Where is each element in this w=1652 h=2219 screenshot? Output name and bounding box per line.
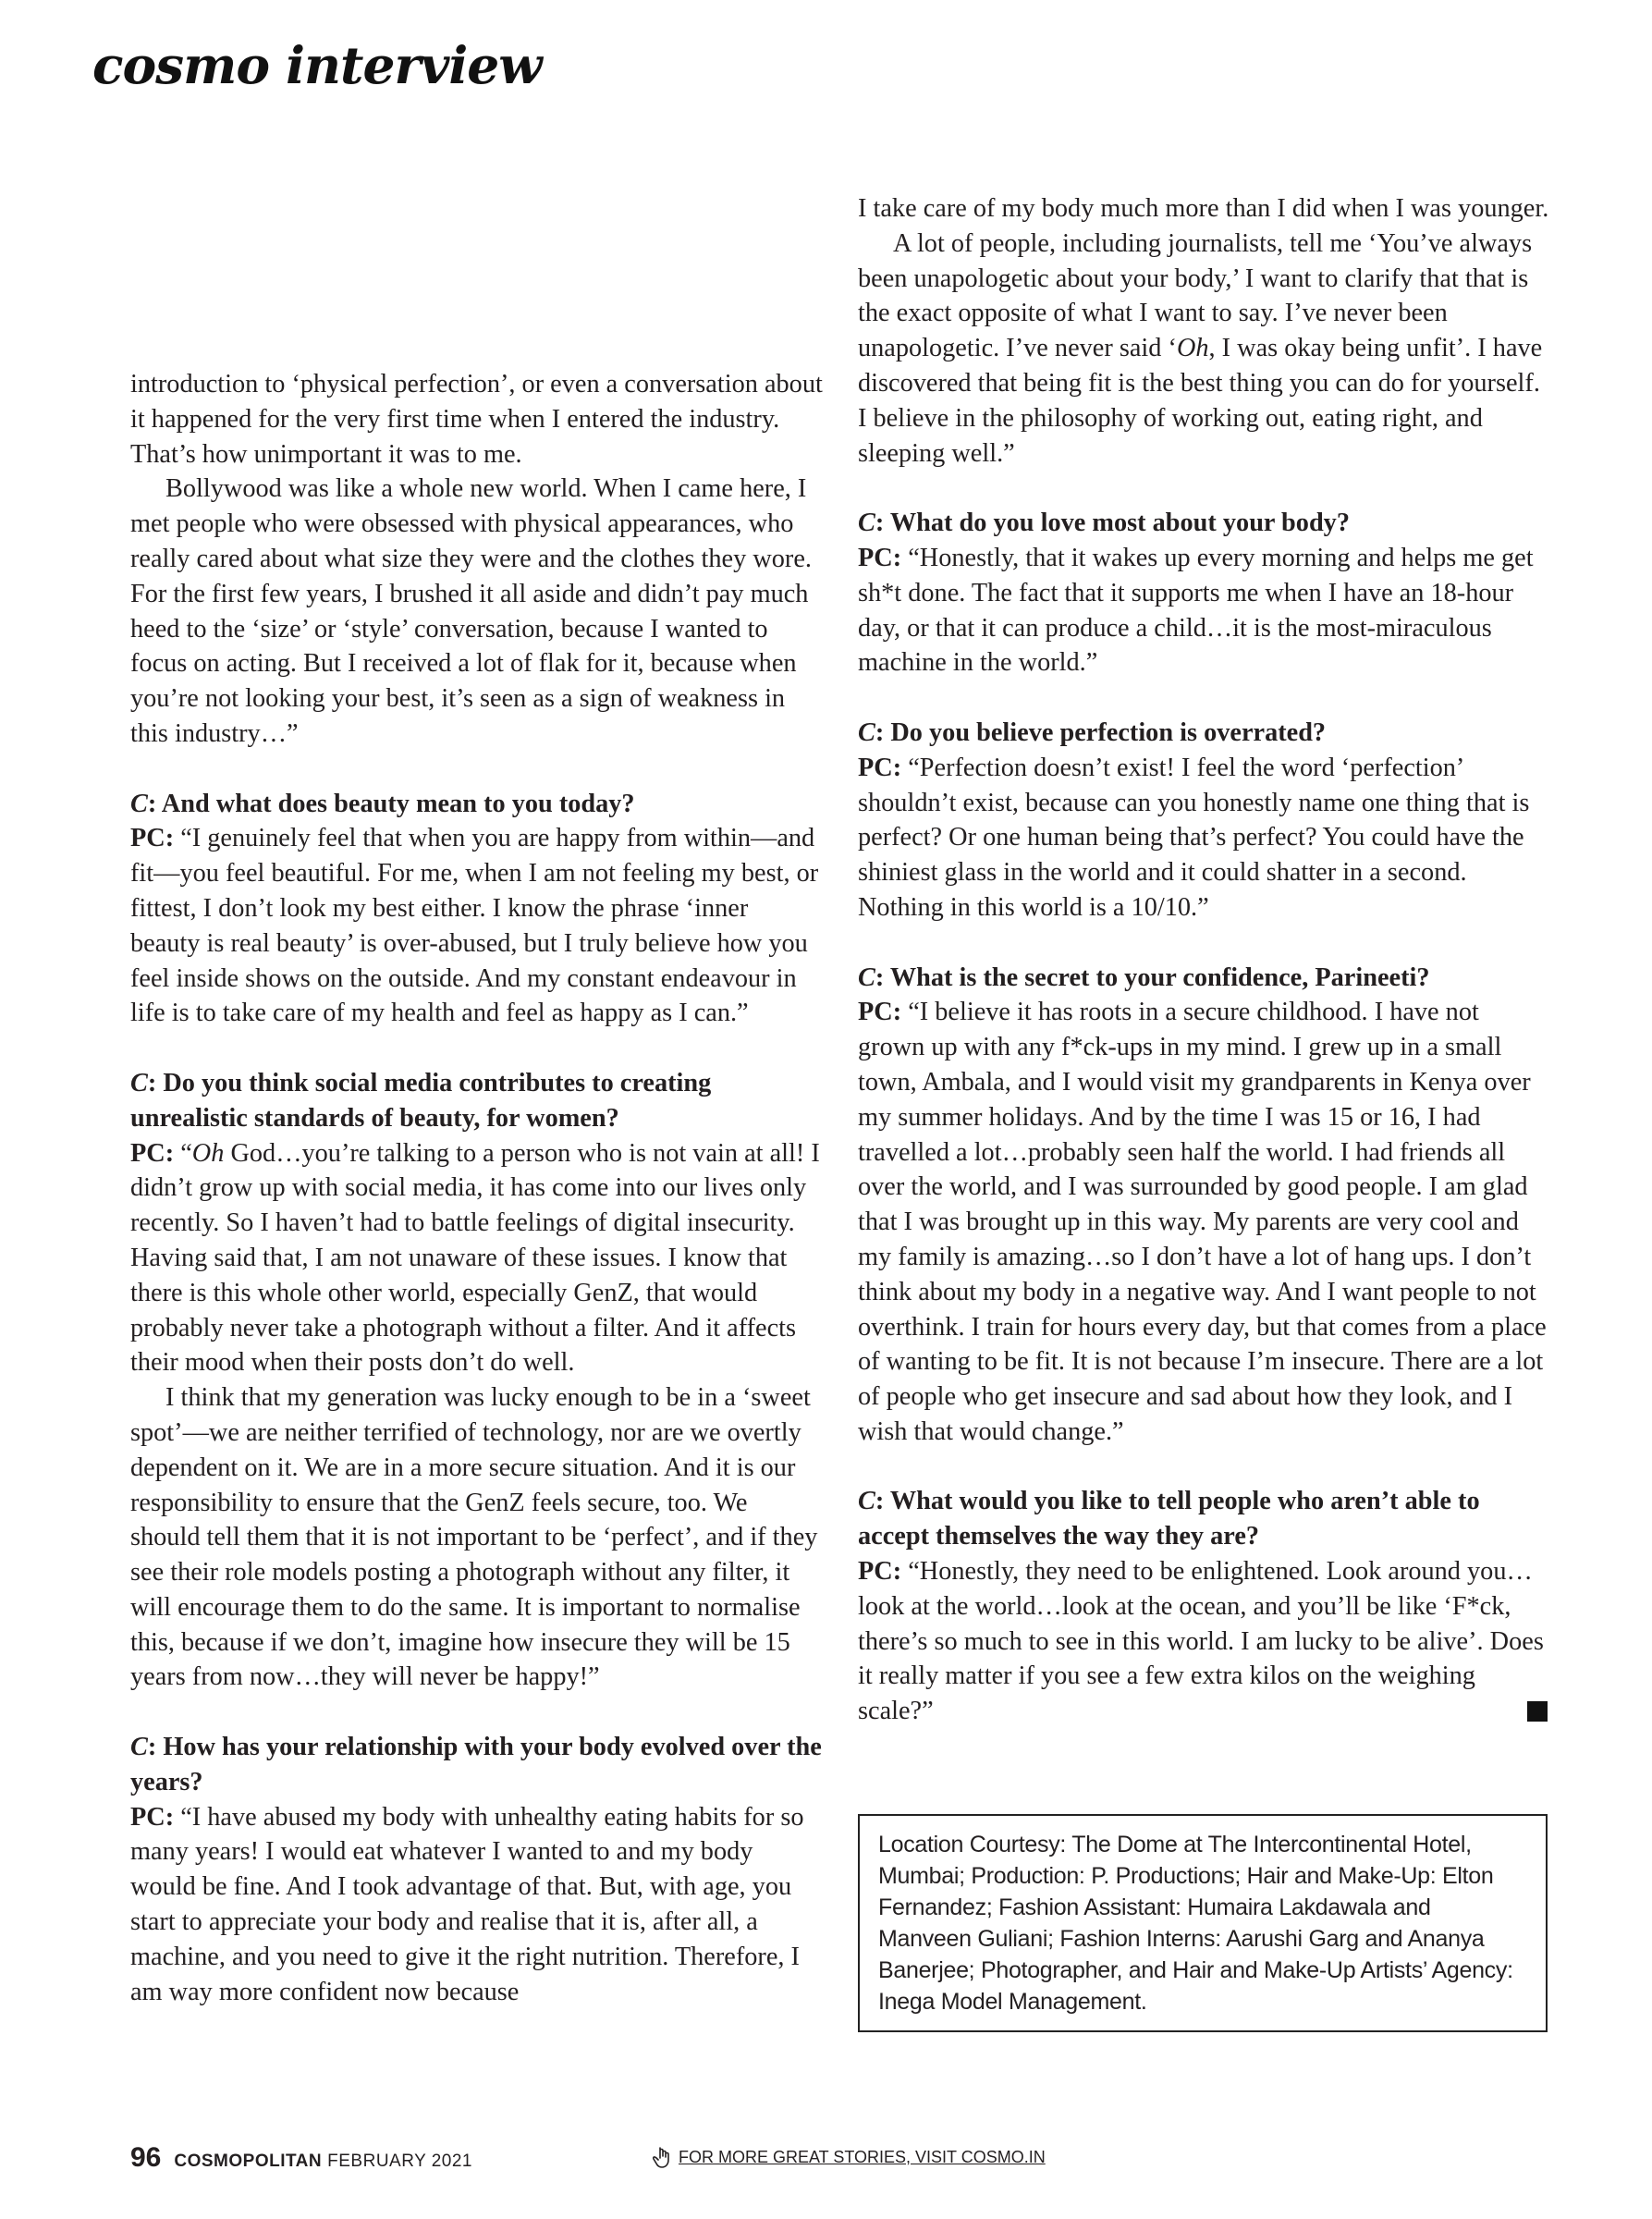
issue-date: FEBRUARY 2021 (327, 2152, 472, 2171)
text-run: : What do you love most about your body? (875, 509, 1350, 538)
website-link[interactable] (653, 2146, 1046, 2168)
text-run: : How has your relationship with your body evolved over the years? (130, 1733, 822, 1796)
text-run: Bollywood was like a whole new world. When I came here, I met people who were obsessed with physical appearances, who really cared about what size they were and the clothes they wore. For the first few years, I brushed it all aside and didn’t pay much heed to the ‘size’ or ‘style’ conversation, because I wanted to focus on acting. But I received a lot of flak for it, because when you’re not looking your best, it’s seen as a sign of weakness in this industry…” (130, 474, 812, 748)
text-run: “I genuinely feel that when you are happy from within—and fit—you feel beautiful. For me, when I am not feeling my best, or fittest, I don’t look my best either. I know the phrase ‘inner beauty is real beauty’ is over-abused, but I truly believe how you feel inside shows on the outside. And my constant endeavour in life is to take care of my health and feel as happy as I can.” (130, 824, 819, 1028)
interview-answer (130, 1800, 824, 2010)
pointing-hand-icon (653, 2146, 673, 2168)
speaker-label: PC: (858, 753, 902, 782)
interview-question (130, 787, 824, 822)
interview-answer (130, 1136, 824, 1381)
text-run: “Honestly, they need to be enlightened. Look around you…look at the world…look at the ocean, and you’ll be like ‘F*ck, there’s so much to see in this world. I am lucky to be alive’. Does it really matter if you see a few extra kilos on the weighing scale?” (858, 1557, 1544, 1726)
text-run: A lot of people, including journalists, tell me ‘You’ve always been unapologetic about your body,’ I want to clarify that that is the exact opposite of what I want to say. I’ve never been unapologetic. I’ve never said ‘ (858, 228, 1533, 363)
photo-credits-box (858, 1814, 1548, 2032)
photo-credits-text: Location Courtesy: The Dome at The Intercontinental Hotel, Mumbai; Production: P. Productions; Hair and Make-Up: Elton Fernandez; Fashion Assistant: Humaira Lakdawala and Manveen Guliani; Fashion Interns: Aarushi Garg and Ananya Banerjee; Photographer, and Hair and Make-Up Artists’ Agency: Inega Model Management. (878, 1832, 1513, 2015)
text-run: “I have abused my body with unhealthy eating habits for so many years! I would eat whatever I wanted to and my body would be fine. And I took advantage of that. But, with age, you start to appreciate your body and realise that it is, after all, a machine, and you need to give it the right nutrition. Therefore, I am way more confident now because (130, 1802, 804, 2006)
magazine-name: COSMOPOLITAN (174, 2152, 323, 2171)
text-run: Oh (191, 1138, 225, 1168)
text-run: : And what does beauty mean to you today? (147, 789, 635, 818)
text-run: “Honestly, that it wakes up every morning and helps me get sh*t done. The fact that it supports me when I have an 18-hour day, or that it can produce a child…it is the most-miraculous machine in the world.” (858, 543, 1534, 678)
text-run: C (858, 962, 875, 992)
text-run: C (130, 1733, 148, 1762)
text-run: C (858, 1487, 875, 1516)
body-paragraph (858, 227, 1551, 472)
text-run: C (130, 1068, 148, 1097)
text-run: “Perfection doesn’t exist! I feel the word ‘perfection’ shouldn’t exist, because can you honestly name one thing that is perfect? Or one human being that’s perfect? You could have the shiniest glass in the world and it could shatter in a second. Nothing in this world is a 10/10.” (858, 753, 1530, 922)
text-run: I think that my generation was lucky enough to be in a ‘sweet spot’—we are neither terrified of technology, nor are we overtly dependent on it. We are in a more secure situation. And it is our responsibility to ensure that the GenZ feels secure, too. We should tell them that it is not important to be ‘perfect’, and if they see their role models posting a photograph without any filter, it will encourage them to do the same. It is important to normalise this, because if we don’t, imagine how insecure they will be 15 years from now…they will never be happy!” (130, 1383, 818, 1692)
interview-question (858, 716, 1551, 751)
interview-answer (858, 541, 1551, 680)
interview-question (130, 1730, 824, 1800)
interview-question (858, 506, 1551, 541)
text-run: introduction to ‘physical perfection’, or even a conversation about it happened for the very first time when I entered the industry. That’s how unimportant it was to me. (130, 370, 823, 469)
text-run: C (130, 789, 148, 818)
article-column-left (130, 367, 824, 2009)
interview-answer (858, 995, 1551, 1449)
interview-question (130, 1066, 824, 1136)
body-paragraph (130, 472, 824, 751)
text-run: Oh (1176, 334, 1209, 363)
speaker-label: PC: (130, 824, 175, 853)
page-number: 96 (130, 2142, 162, 2173)
page-footer (130, 2142, 472, 2174)
website-link-text: FOR MORE GREAT STORIES, VISIT COSMO.IN (679, 2147, 1046, 2166)
body-paragraph (130, 367, 824, 472)
text-run: : What is the secret to your confidence, Parineeti? (875, 962, 1430, 992)
speaker-label: PC: (858, 1557, 902, 1587)
text-run: : What would you like to tell people who aren’t able to accept themselves the way they are? (858, 1487, 1480, 1551)
interview-answer (858, 1554, 1551, 1729)
text-run: God…you’re talking to a person who is not vain at all! I didn’t grow up with social media, it has come into our lives only recently. So I haven’t had to battle feelings of digital insecurity. Having said that, I am not unaware of these issues. I know that there is this whole other world, especially GenZ, that would probably never take a photograph without a filter. And it affects their mood when their posts don’t do well. (130, 1138, 820, 1378)
speaker-label: PC: (130, 1802, 175, 1832)
interview-answer (130, 821, 824, 1031)
speaker-label: PC: (130, 1138, 175, 1168)
text-run: , I was okay being unfit’. I have discovered that being fit is the best thing you can do for yourself. I believe in the philosophy of working out, eating right, and sleeping well.” (858, 334, 1543, 468)
speaker-label: PC: (858, 998, 902, 1027)
text-run: I take care of my body much more than I did when I was younger. (858, 194, 1549, 223)
interview-answer (858, 751, 1551, 926)
text-run: : Do you believe perfection is overrated? (875, 717, 1327, 747)
text-run: C (858, 509, 875, 538)
speaker-label: PC: (858, 543, 902, 572)
end-of-article-mark (1527, 1701, 1548, 1722)
interview-question (858, 961, 1551, 996)
text-run: “ (174, 1138, 192, 1168)
article-column-right (858, 191, 1551, 1729)
section-title: cosmo interview (92, 35, 542, 95)
text-run: “I believe it has roots in a secure childhood. I have not grown up with any f*ck-ups in my mind. I grew up in a small town, Ambala, and I would visit my grandparents in Kenya over my summer holidays. And by the time I was 15 or 16, I had travelled a lot…probably seen half the world. I had friends all over the world, and I was surrounded by good people. I am glad that I was brought up in this way. My parents are very cool and my family is amazing…so I don’t have a lot of hang ups. I don’t think about my body in a negative way. And I want people to not overthink. I train for hours every day, but that comes from a place of wanting to be fit. It is not because I’m insecure. There are a lot of people who get insecure and sad about how they look, and I wish that would change.” (858, 998, 1547, 1446)
body-paragraph (130, 1380, 824, 1695)
text-run: C (858, 717, 875, 747)
body-paragraph (858, 191, 1551, 227)
text-run: : Do you think social media contributes to creating unrealistic standards of beauty, for women? (130, 1068, 712, 1133)
interview-question (858, 1484, 1551, 1554)
